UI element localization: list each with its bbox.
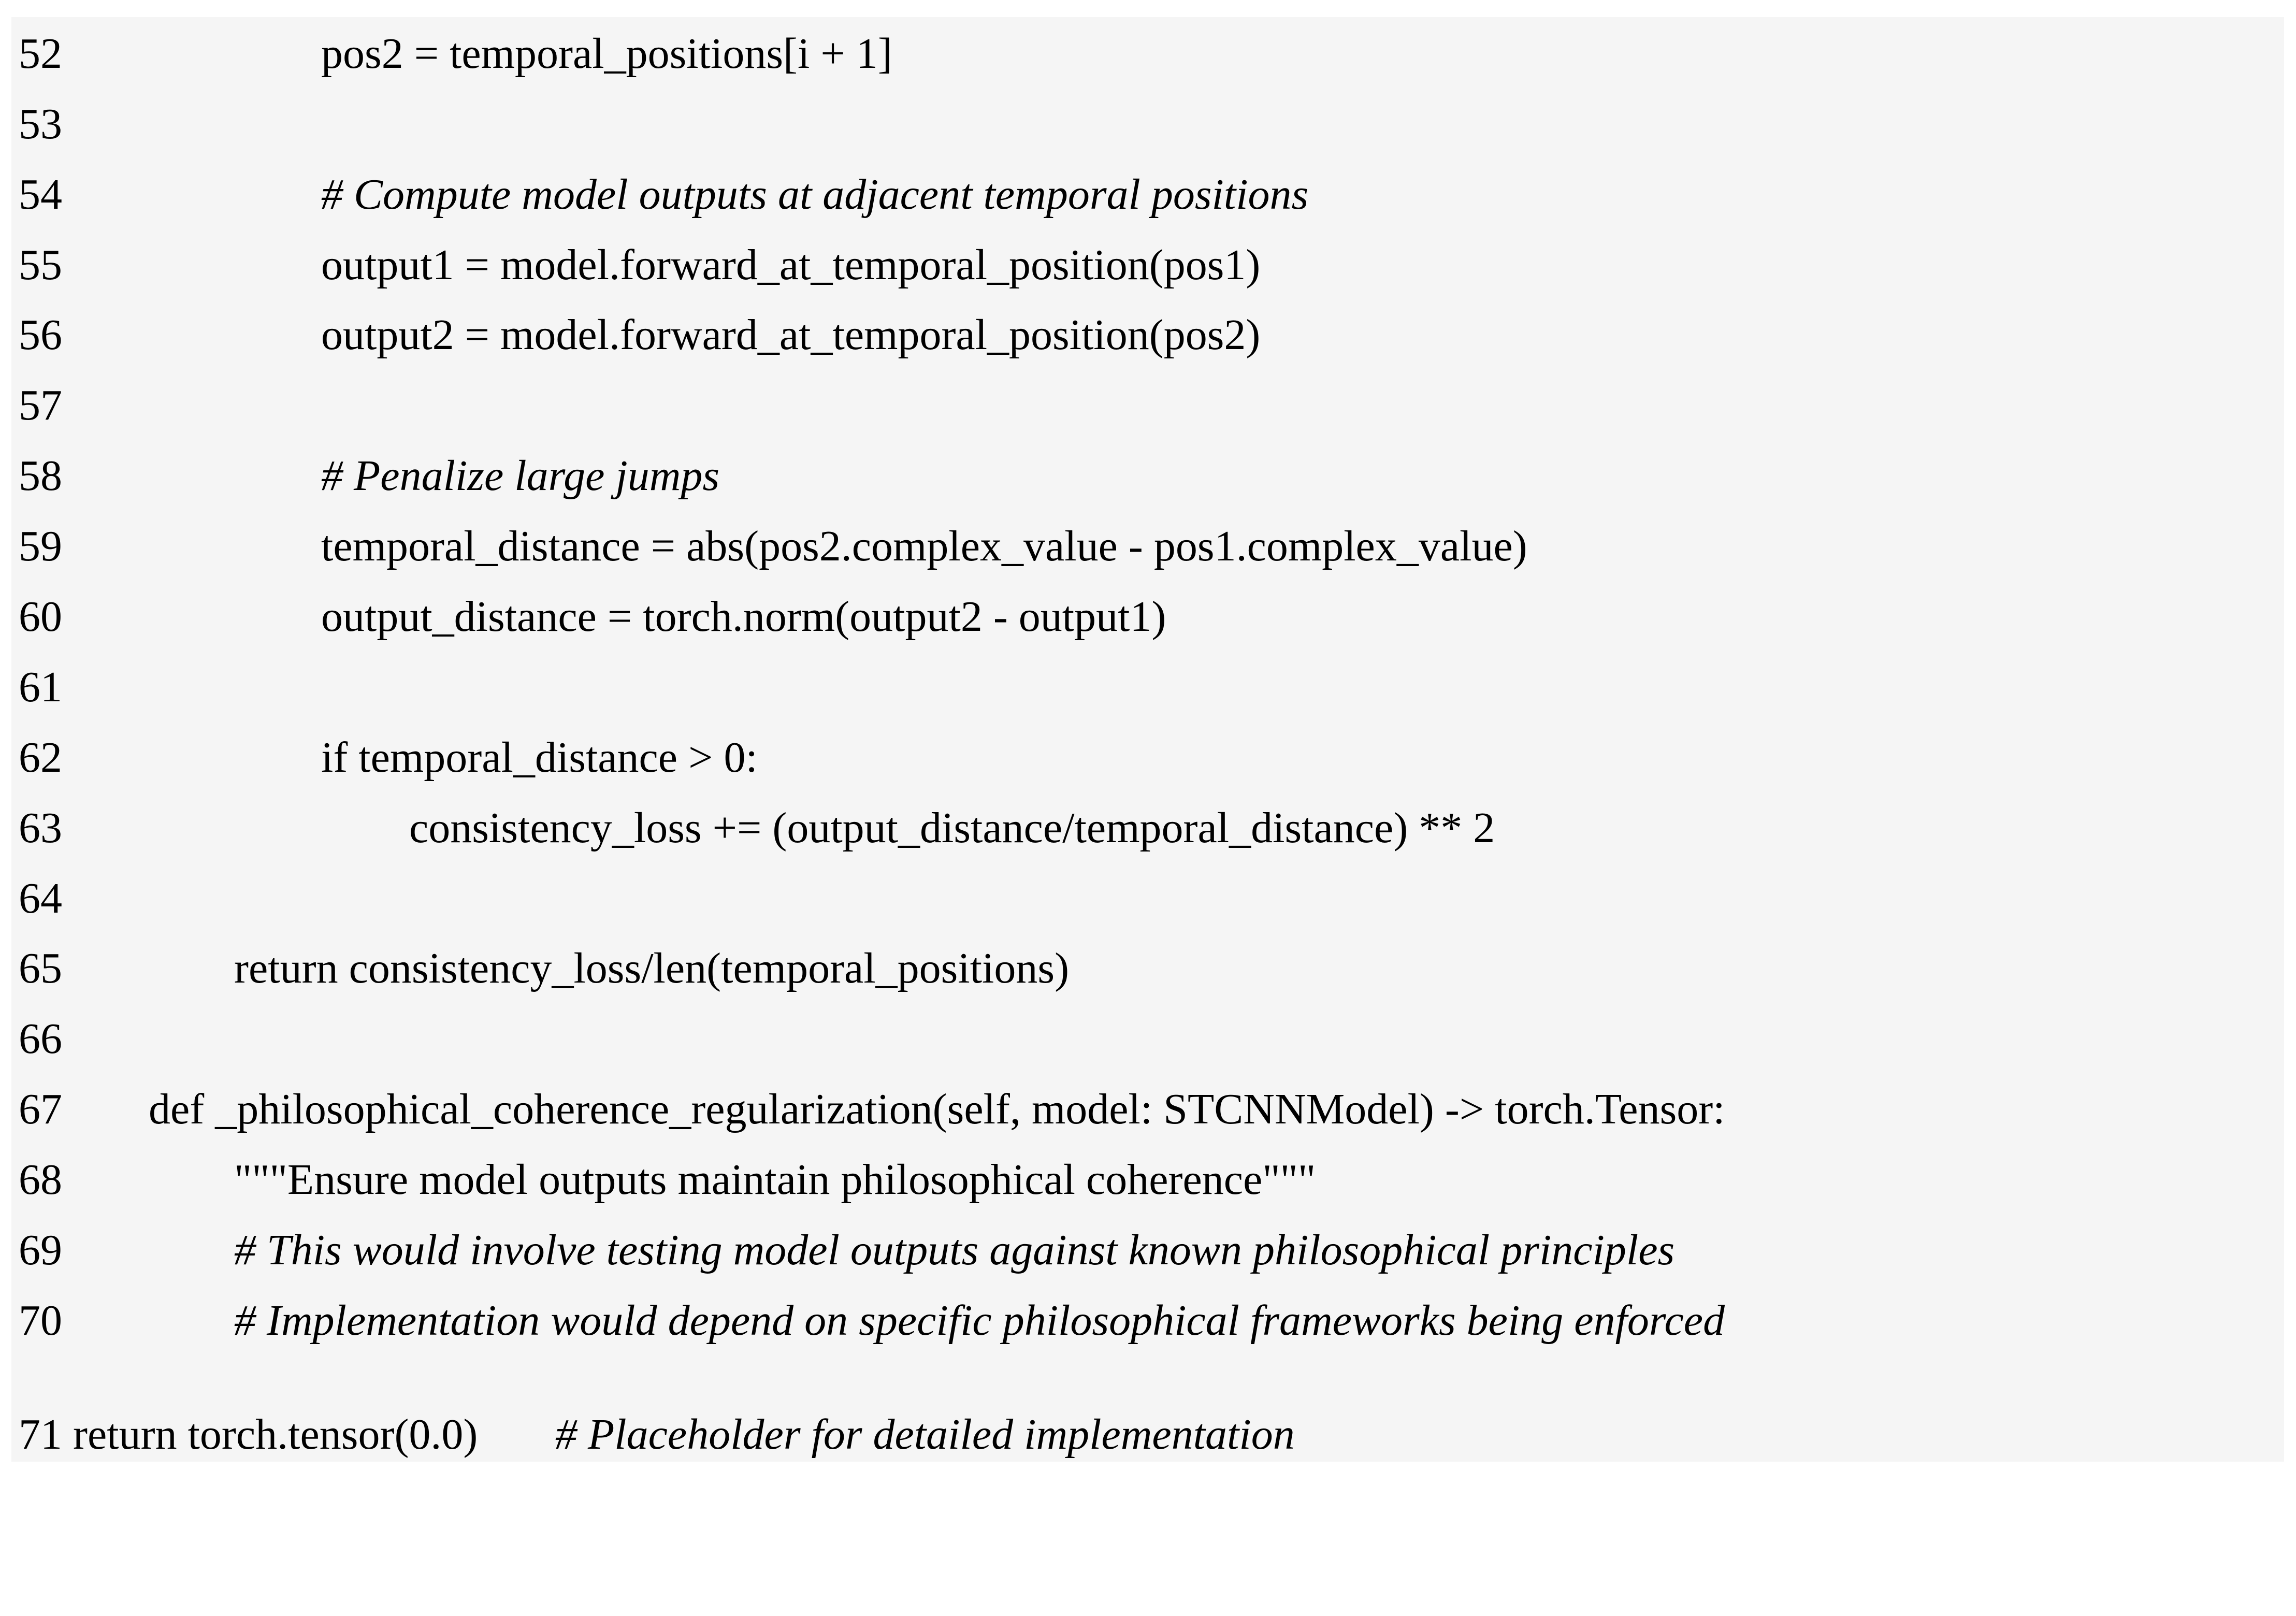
code-statement: 71 return torch.tensor(0.0) <box>19 1410 478 1459</box>
function-definition: def _philosophical_coherence_regularization(self, model: STCNNModel) -> torch.Tensor: <box>149 1085 1725 1133</box>
line-number: 63 <box>19 804 62 852</box>
line-number: 62 <box>19 733 62 782</box>
line-number: 57 <box>19 381 62 429</box>
code-line <box>0 1084 2296 1135</box>
line-number: 70 <box>19 1296 62 1345</box>
code-statement: output1 = model.forward_at_temporal_position(pos1) <box>321 241 1261 289</box>
line-number: 60 <box>19 593 62 641</box>
code-line <box>0 98 2296 150</box>
code-comment: # This would involve testing model outputs against known philosophical principles <box>234 1226 1675 1274</box>
code-line <box>0 1154 2296 1206</box>
line-number: 67 <box>19 1085 62 1133</box>
code-comment: # Compute model outputs at adjacent temporal positions <box>321 170 1309 219</box>
code-line <box>0 169 2296 221</box>
code-comment: # Placeholder for detailed implementation <box>555 1410 1295 1459</box>
line-number: 58 <box>19 452 62 500</box>
code-line <box>0 802 2296 854</box>
code-line <box>0 309 2296 361</box>
line-number: 59 <box>19 522 62 570</box>
line-number: 55 <box>19 241 62 289</box>
line-number: 69 <box>19 1226 62 1274</box>
code-statement: if temporal_distance > 0: <box>321 733 758 782</box>
code-comment: # Penalize large jumps <box>321 452 720 500</box>
code-comment: # Implementation would depend on specific philosophical frameworks being enforced <box>234 1296 1725 1345</box>
line-number: 53 <box>19 100 62 148</box>
code-line <box>0 591 2296 643</box>
code-line <box>0 1224 2296 1276</box>
code-statement: output2 = model.forward_at_temporal_position(pos2) <box>321 311 1261 359</box>
code-line-last <box>0 1409 2296 1461</box>
code-line <box>0 732 2296 784</box>
code-line <box>0 380 2296 431</box>
line-number: 64 <box>19 874 62 922</box>
code-statement: output_distance = torch.norm(output2 - output1) <box>321 593 1166 641</box>
code-statement: temporal_distance = abs(pos2.complex_value - pos1.complex_value) <box>321 522 1527 570</box>
docstring: """Ensure model outputs maintain philosophical coherence""" <box>234 1156 1316 1204</box>
code-statement: return consistency_loss/len(temporal_positions) <box>234 944 1070 992</box>
code-statement: pos2 = temporal_positions[i + 1] <box>321 30 892 78</box>
line-number: 54 <box>19 170 62 219</box>
code-line <box>0 450 2296 502</box>
code-line <box>0 661 2296 713</box>
line-number: 61 <box>19 663 62 711</box>
code-line <box>0 521 2296 572</box>
code-line <box>0 1295 2296 1347</box>
code-line <box>0 873 2296 925</box>
line-number: 56 <box>19 311 62 359</box>
line-number: 66 <box>19 1015 62 1063</box>
code-line <box>0 28 2296 80</box>
line-number: 68 <box>19 1156 62 1204</box>
code-line <box>0 239 2296 291</box>
code-line <box>0 943 2296 994</box>
line-number: 65 <box>19 944 62 992</box>
line-number: 52 <box>19 30 62 78</box>
code-line <box>0 1013 2296 1065</box>
code-statement: consistency_loss += (output_distance/temporal_distance) ** 2 <box>409 804 1495 852</box>
